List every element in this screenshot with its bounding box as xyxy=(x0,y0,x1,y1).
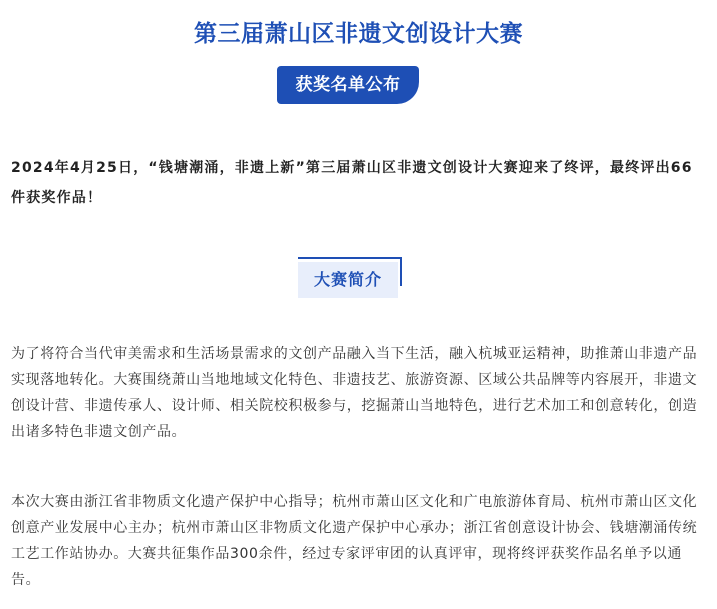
subtitle-badge: 获奖名单公布 xyxy=(277,66,419,104)
intro-paragraph: 为了将符合当代审美需求和生活场景需求的文创产品融入当下生活，融入杭城亚运精神，助推萧山非遗产品实现落地转化。大赛围绕萧山当地地域文化特色、非遗技艺、旅游资源、区域公共品牌等内容展开，非遗文创设计营、非遗传承人、设计师、相关院校积极参与，挖掘萧山当地特色，进行艺术加工和创意转化，创造出诸多特色非遗文创产品。 xyxy=(11,346,698,440)
article-title: 第三届萧山区非遗文创设计大赛 xyxy=(194,21,523,47)
organizers-paragraph: 本次大赛由浙江省非物质文化遗产保护中心指导；杭州市萧山区文化和广电旅游体育局、杭州市萧山区文化创意产业发展中心主办；杭州市萧山区非物质文化遗产保护中心承办；浙江省创意设计协会、钱塘潮涌传统工艺工作站协办。大赛共征集作品300余件，经过专家评审团的认真评审，现将终评获奖作品名单予以通告。 xyxy=(11,494,698,588)
lead-paragraph: 2024年4月25日，“钱塘潮涌，非遗上新”第三届萧山区非遗文创设计大赛迎来了终评，最终评出66件获奖作品！ xyxy=(11,160,693,206)
section-heading xyxy=(298,257,404,299)
section-heading-label: 大赛简介 xyxy=(313,270,382,289)
